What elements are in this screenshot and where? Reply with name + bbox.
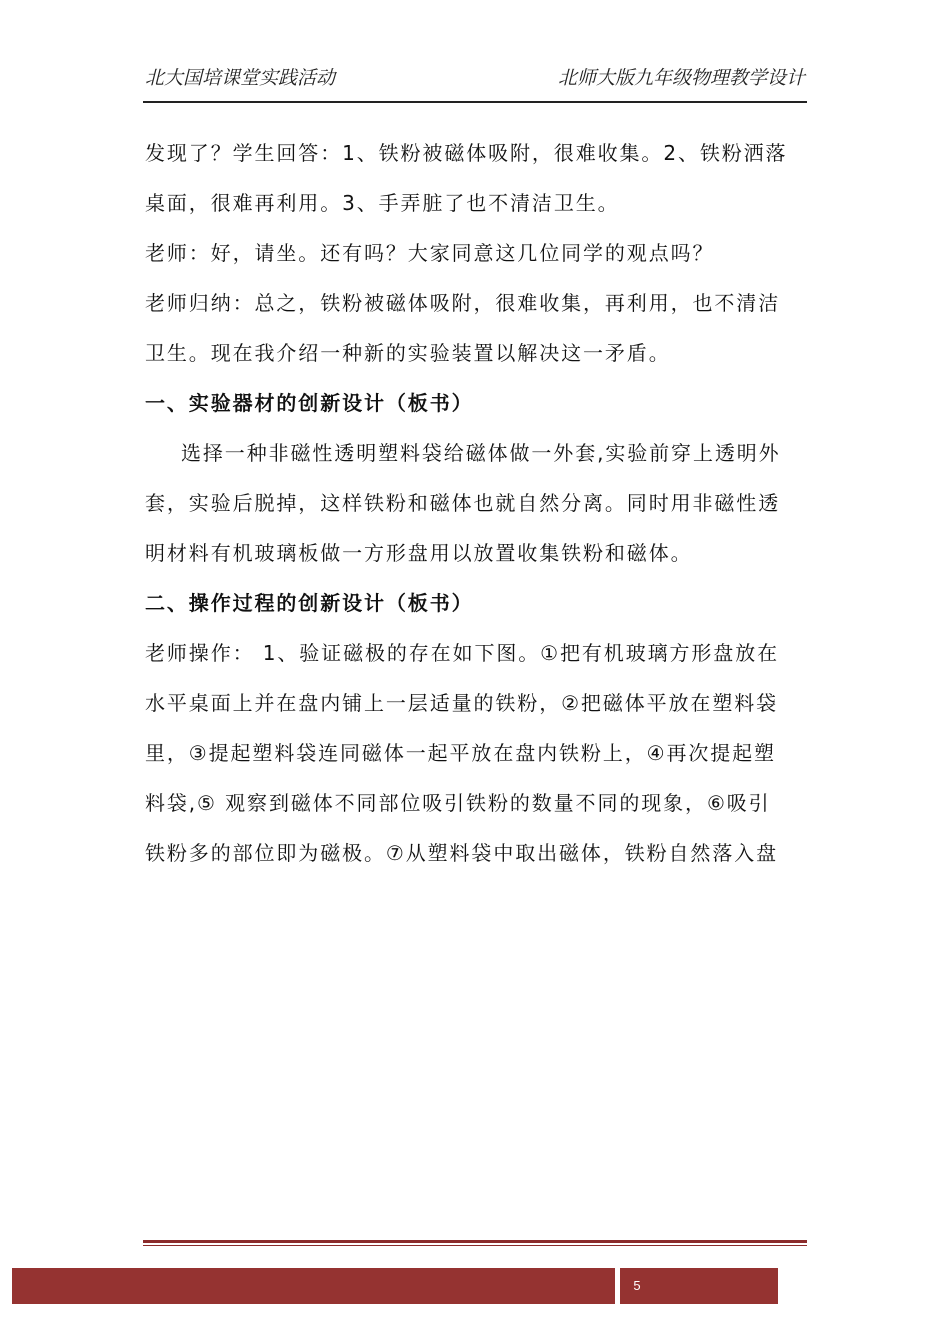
paragraph-line: 桌面，很难再利用。3、手弄脏了也不清洁卫生。 xyxy=(145,191,620,215)
footer-bar-left xyxy=(12,1268,615,1304)
header-left-title: 北大国培课堂实践活动 xyxy=(145,67,336,89)
section-heading-2: 二、操作过程的创新设计（板书） xyxy=(145,591,474,615)
footer-bar-right xyxy=(620,1268,778,1304)
footer-divider-thin xyxy=(143,1245,807,1246)
paragraph-line: 发现了？学生回答：1、铁粉被磁体吸附，很难收集。2、铁粉洒落 xyxy=(145,141,788,165)
paragraph-line: 老师操作： 1、验证磁极的存在如下图。①把有机玻璃方形盘放在 xyxy=(145,641,780,665)
header-right-title: 北师大版九年级物理教学设计 xyxy=(557,67,805,89)
document-body xyxy=(145,128,795,878)
paragraph-line: 铁粉多的部位即为磁极。⑦从塑料袋中取出磁体，铁粉自然落入盘 xyxy=(145,841,779,865)
footer-divider-thick xyxy=(143,1240,807,1243)
paragraph-line: 套，实验后脱掉，这样铁粉和磁体也就自然分离。同时用非磁性透 xyxy=(145,491,781,515)
paragraph-line: 料袋,⑤ 观察到磁体不同部位吸引铁粉的数量不同的现象，⑥吸引 xyxy=(145,791,771,815)
paragraph-line: 水平桌面上并在盘内铺上一层适量的铁粉，②把磁体平放在塑料袋 xyxy=(145,691,779,715)
header-divider xyxy=(143,101,807,103)
paragraph-line: 老师归纳：总之，铁粉被磁体吸附，很难收集，再利用，也不清洁 xyxy=(145,291,781,315)
section-heading-1: 一、实验器材的创新设计（板书） xyxy=(145,391,474,415)
paragraph-line: 老师：好，请坐。还有吗？大家同意这几位同学的观点吗？ xyxy=(145,241,715,265)
page-number: 5 xyxy=(633,1278,641,1293)
paragraph-line: 卫生。现在我介绍一种新的实验装置以解决这一矛盾。 xyxy=(145,341,671,365)
page-header xyxy=(143,66,807,90)
paragraph-line: 里，③提起塑料袋连同磁体一起平放在盘内铁粉上，④再次提起塑 xyxy=(145,741,776,765)
paragraph-line: 明材料有机玻璃板做一方形盘用以放置收集铁粉和磁体。 xyxy=(145,541,693,565)
paragraph-line: 选择一种非磁性透明塑料袋给磁体做一外套,实验前穿上透明外 xyxy=(181,441,781,465)
